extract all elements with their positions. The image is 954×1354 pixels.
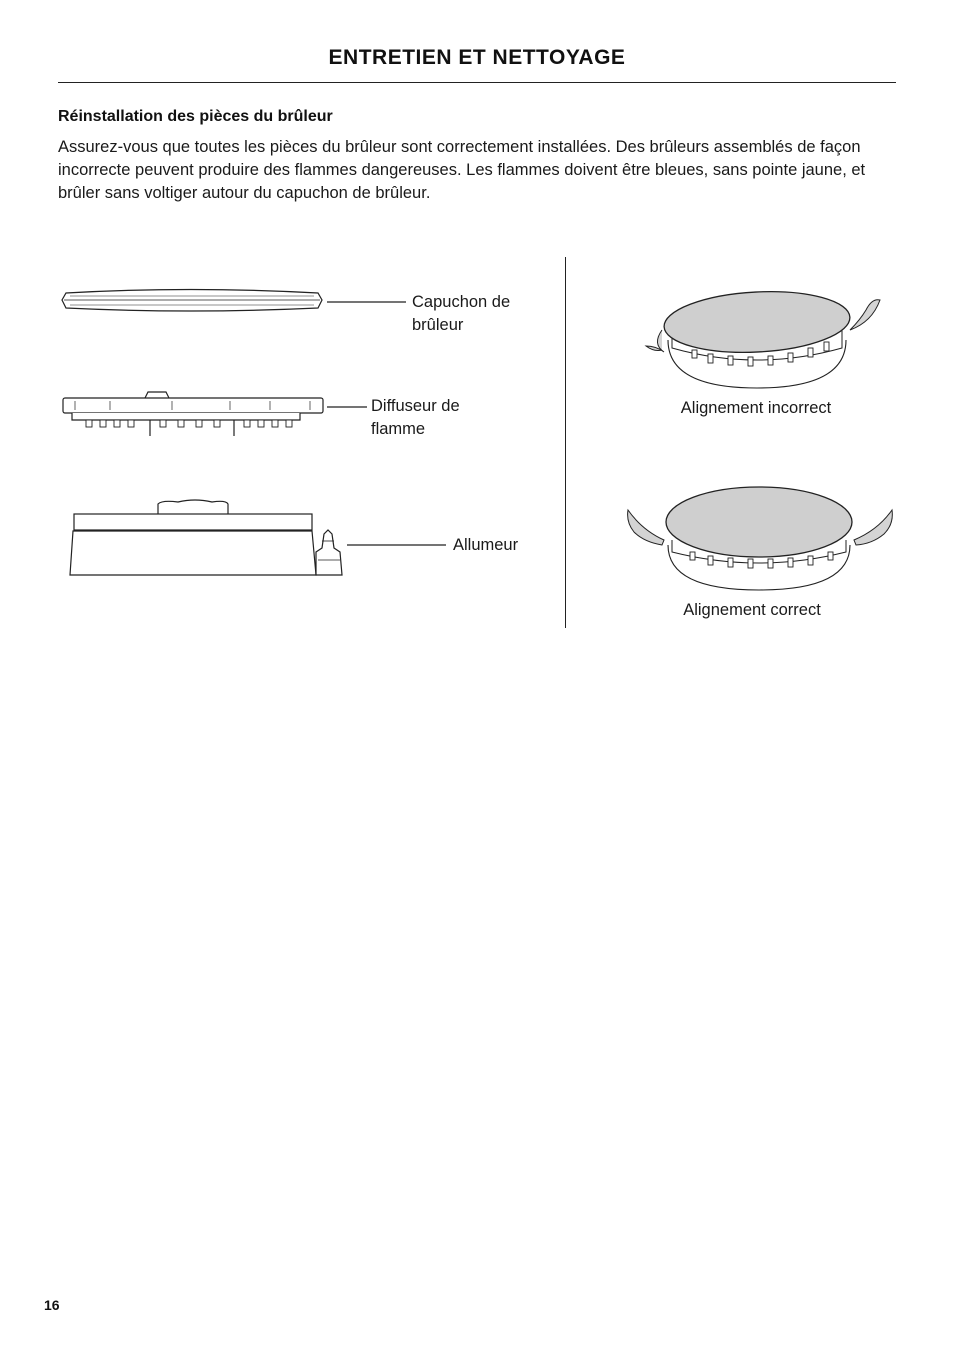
igniter-label: Allumeur: [453, 536, 519, 554]
page-number: 16: [44, 1297, 60, 1313]
correct-alignment-label: Alignement correct: [683, 601, 821, 619]
flame-diffuser-drawing: [63, 392, 323, 436]
incorrect-alignment-drawing: [646, 287, 880, 388]
correct-alignment-drawing: [628, 487, 893, 590]
figure-divider: [565, 257, 566, 628]
intro-paragraph: Assurez-vous que toutes les pièces du brûleur sont correctement installées. Des brûleurs assemblés de façon incorrecte peuvent produire des flammes dangereuses. Les flammes doivent être bleues, sans pointe jaune, et brûler sans voltiger autour du capuchon de brûleur.: [58, 138, 866, 202]
page-title: ENTRETIEN ET NETTOYAGE: [328, 46, 626, 69]
incorrect-alignment-label: Alignement incorrect: [680, 399, 832, 417]
burner-cap-drawing: [62, 290, 322, 312]
flame-diffuser-label: Diffuseur de flamme: [371, 397, 460, 438]
burner-cap-label: Capuchon de brûleur: [412, 293, 511, 334]
section-heading: Réinstallation des pièces du brûleur: [58, 108, 333, 125]
burner-base-drawing: [70, 500, 342, 575]
